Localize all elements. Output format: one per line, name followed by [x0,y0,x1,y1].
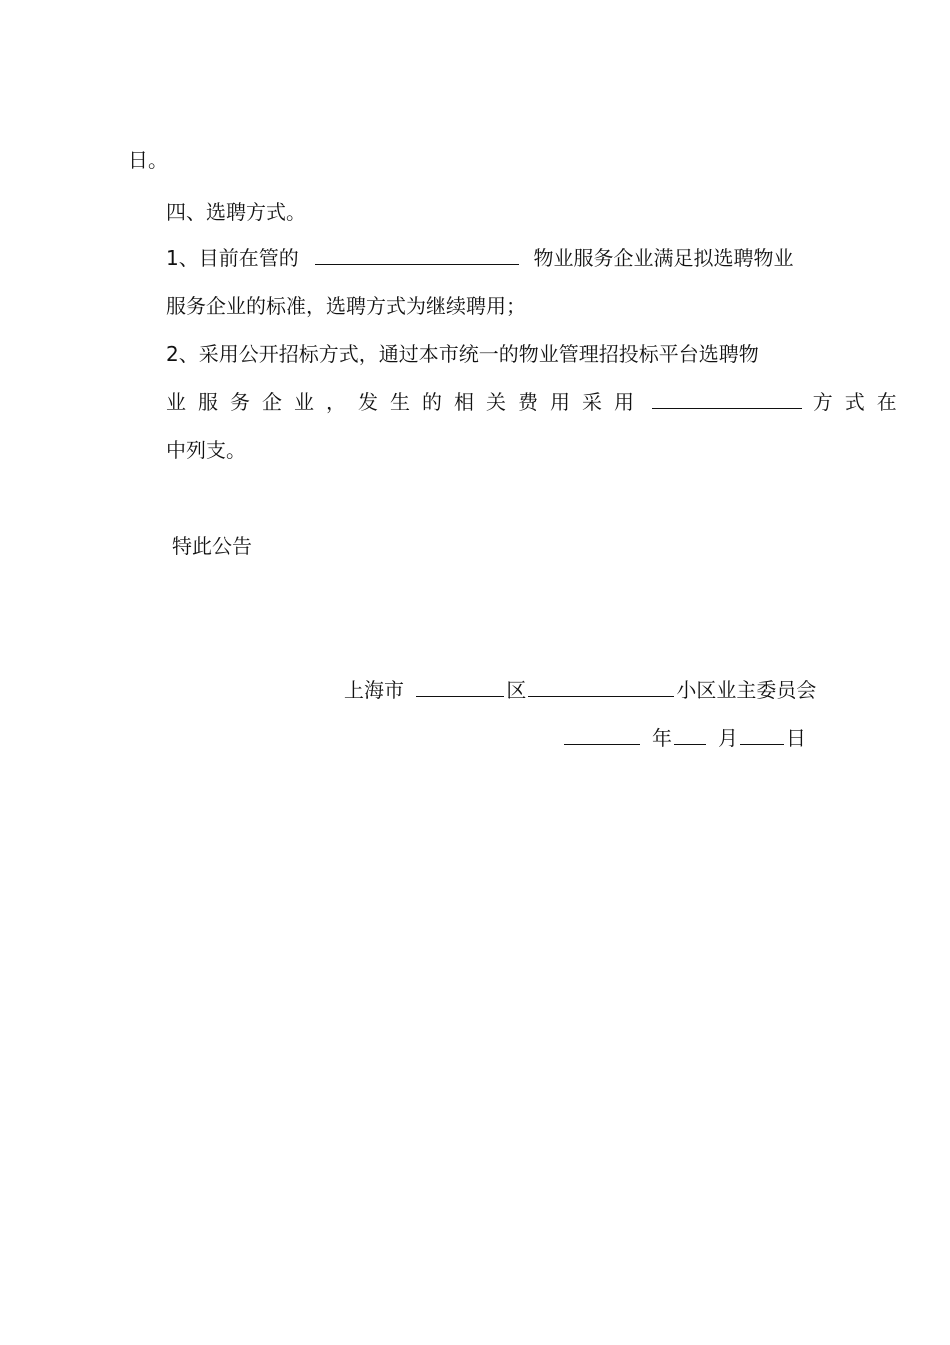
fill-blank[interactable] [315,246,519,265]
year-blank[interactable] [564,726,640,745]
text-segment: 1、目前在管的 [166,246,299,270]
text-line: 2、采用公开招标方式，通过本市统一的物业管理招投标平台选聘物 [166,342,759,366]
text-segment: 业服务企业，发生的相关费用采用 [166,390,646,414]
day-blank[interactable] [740,726,784,745]
fill-blank[interactable] [652,390,802,409]
closing-text: 特此公告 [172,534,252,558]
community-blank[interactable] [528,678,674,697]
text-line: 服务企业的标准，选聘方式为继续聘用； [166,294,526,318]
text-segment: 年 [652,726,672,750]
text-segment: 上海市 [344,678,404,702]
text-segment: 物业服务企业满足拟选聘物业 [533,246,794,270]
text-segment: 区 [506,678,527,702]
text-segment: 月 [718,726,738,750]
district-blank[interactable] [416,678,504,697]
date-line [564,726,806,750]
signature-line [344,678,816,702]
section-heading: 四、选聘方式。 [166,200,306,224]
text-segment: 方式在 [812,390,909,414]
text-line [166,246,793,270]
text-line: 中列支。 [166,438,246,462]
month-blank[interactable] [674,726,706,745]
text-segment: 小区业主委员会 [676,678,817,702]
text-line [166,390,909,414]
text-segment: 日 [786,726,806,750]
text-line: 日。 [128,148,168,172]
